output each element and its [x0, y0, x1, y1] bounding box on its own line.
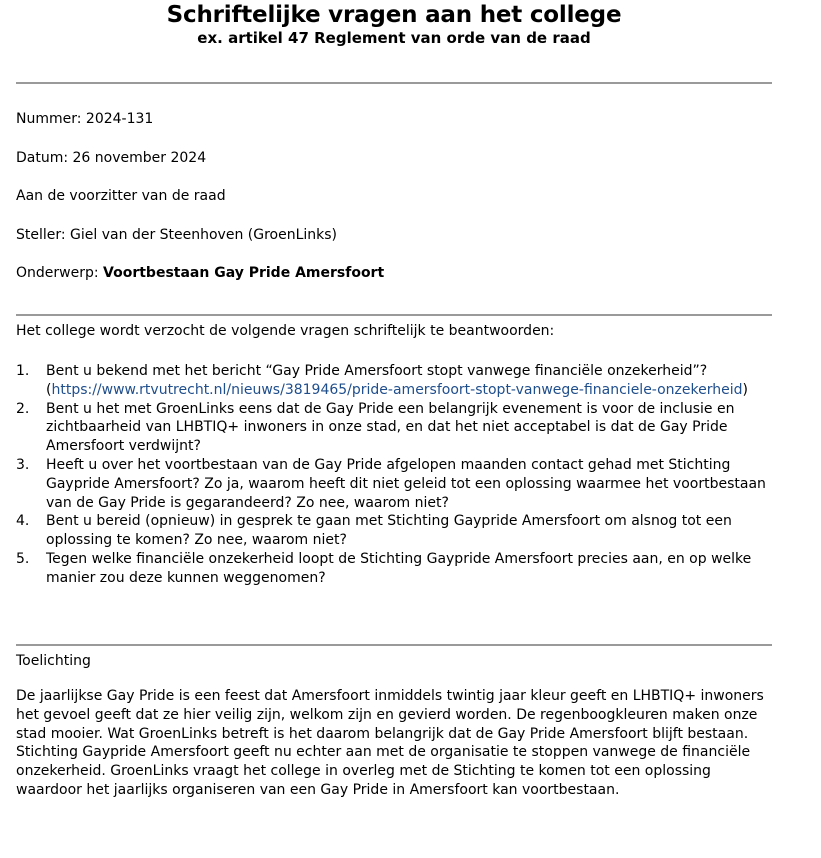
question-number: 5. [16, 550, 30, 567]
meta-nummer: Nummer: 2024-131 [16, 111, 154, 127]
document-title: Schriftelijke vragen aan het college [166, 2, 622, 28]
question-item [16, 400, 776, 456]
meta-onderwerp [16, 264, 384, 282]
question-item [16, 456, 776, 512]
document-subtitle: ex. artikel 47 Reglement van orde van de raad [197, 29, 591, 47]
question-number: 3. [16, 456, 30, 473]
divider-intro [16, 314, 772, 316]
question-text: Bent u bereid (opnieuw) in gesprek te gaan met Stichting Gaypride Amersfoort om alsnog tot een oplossing te komen? Zo nee, waarom niet? [46, 513, 732, 549]
divider-top [16, 82, 772, 84]
intro-text: Het college wordt verzocht de volgende vragen schriftelijk te beantwoorden: [16, 323, 555, 339]
document-header [0, 0, 788, 48]
toelichting-body: De jaarlijkse Gay Pride is een feest dat Amersfoort inmiddels twintig jaar kleur geeft en LHBTIQ+ inwoners het gevoel geeft dat ze hier veilig zijn, welkom zijn en gevierd worden. De regenboogkleuren maken onze stad mooier. Wat GroenLinks betreft is het daarom belangrijk dat de Gay Pride Amersfoort blijft bestaan. Stichting Gaypride Amersfoort geeft nu echter aan met de organisatie te stoppen vanwege de financiële onzekerheid. GroenLinks vraagt het college in overleg met de Stichting te komen tot een oplossing waardoor het jaarlijks organiseren van een Gay Pride in Amersfoort kan voortbestaan. [16, 688, 764, 798]
question-item [16, 362, 776, 400]
question-list [16, 362, 776, 588]
onderwerp-value: Voortbestaan Gay Pride Amersfoort [103, 265, 385, 281]
meta-steller: Steller: Giel van der Steenhoven (GroenLinks) [16, 227, 338, 243]
article-link[interactable]: https://www.rtvutrecht.nl/nieuws/3819465/pride-amersfoort-stopt-vanwege-financiele-onzekerheid [51, 381, 743, 398]
link-close-paren: ) [742, 381, 748, 398]
question-text: Bent u het met GroenLinks eens dat de Gay Pride een belangrijk evenement is voor de inclusie en zichtbaarheid van LHBTIQ+ inwoners in onze stad, en dat het niet acceptabel is dat de Gay Pride Amersfoort verdwijnt? [46, 400, 735, 455]
question-number: 4. [16, 513, 30, 530]
question-item [16, 512, 776, 550]
question-number: 2. [16, 400, 30, 417]
meta-datum: Datum: 26 november 2024 [16, 150, 207, 166]
divider-toelichting [16, 644, 772, 646]
question-text: Bent u bekend met het bericht “Gay Pride Amersfoort stopt vanwege financiële onzekerheid”? [46, 363, 708, 379]
question-text: Tegen welke financiële onzekerheid loopt de Stichting Gaypride Amersfoort precies aan, en op welke manier zou deze kunnen weggenomen? [46, 550, 752, 586]
question-text: Heeft u over het voortbestaan van de Gay Pride afgelopen maanden contact gehad met Stichting Gaypride Amersfoort? Zo ja, waarom heeft dit niet geleid tot een oplossing waarmee het voortbestaan van de Gay Pride is gegarandeerd? Zo nee, waarom niet? [46, 456, 766, 511]
question-item [16, 550, 776, 588]
question-number: 1. [16, 363, 30, 379]
onderwerp-label: Onderwerp: [16, 265, 104, 281]
toelichting-heading: Toelichting [16, 653, 91, 669]
meta-aan: Aan de voorzitter van de raad [16, 188, 226, 204]
link-open-paren: ( [46, 381, 52, 398]
